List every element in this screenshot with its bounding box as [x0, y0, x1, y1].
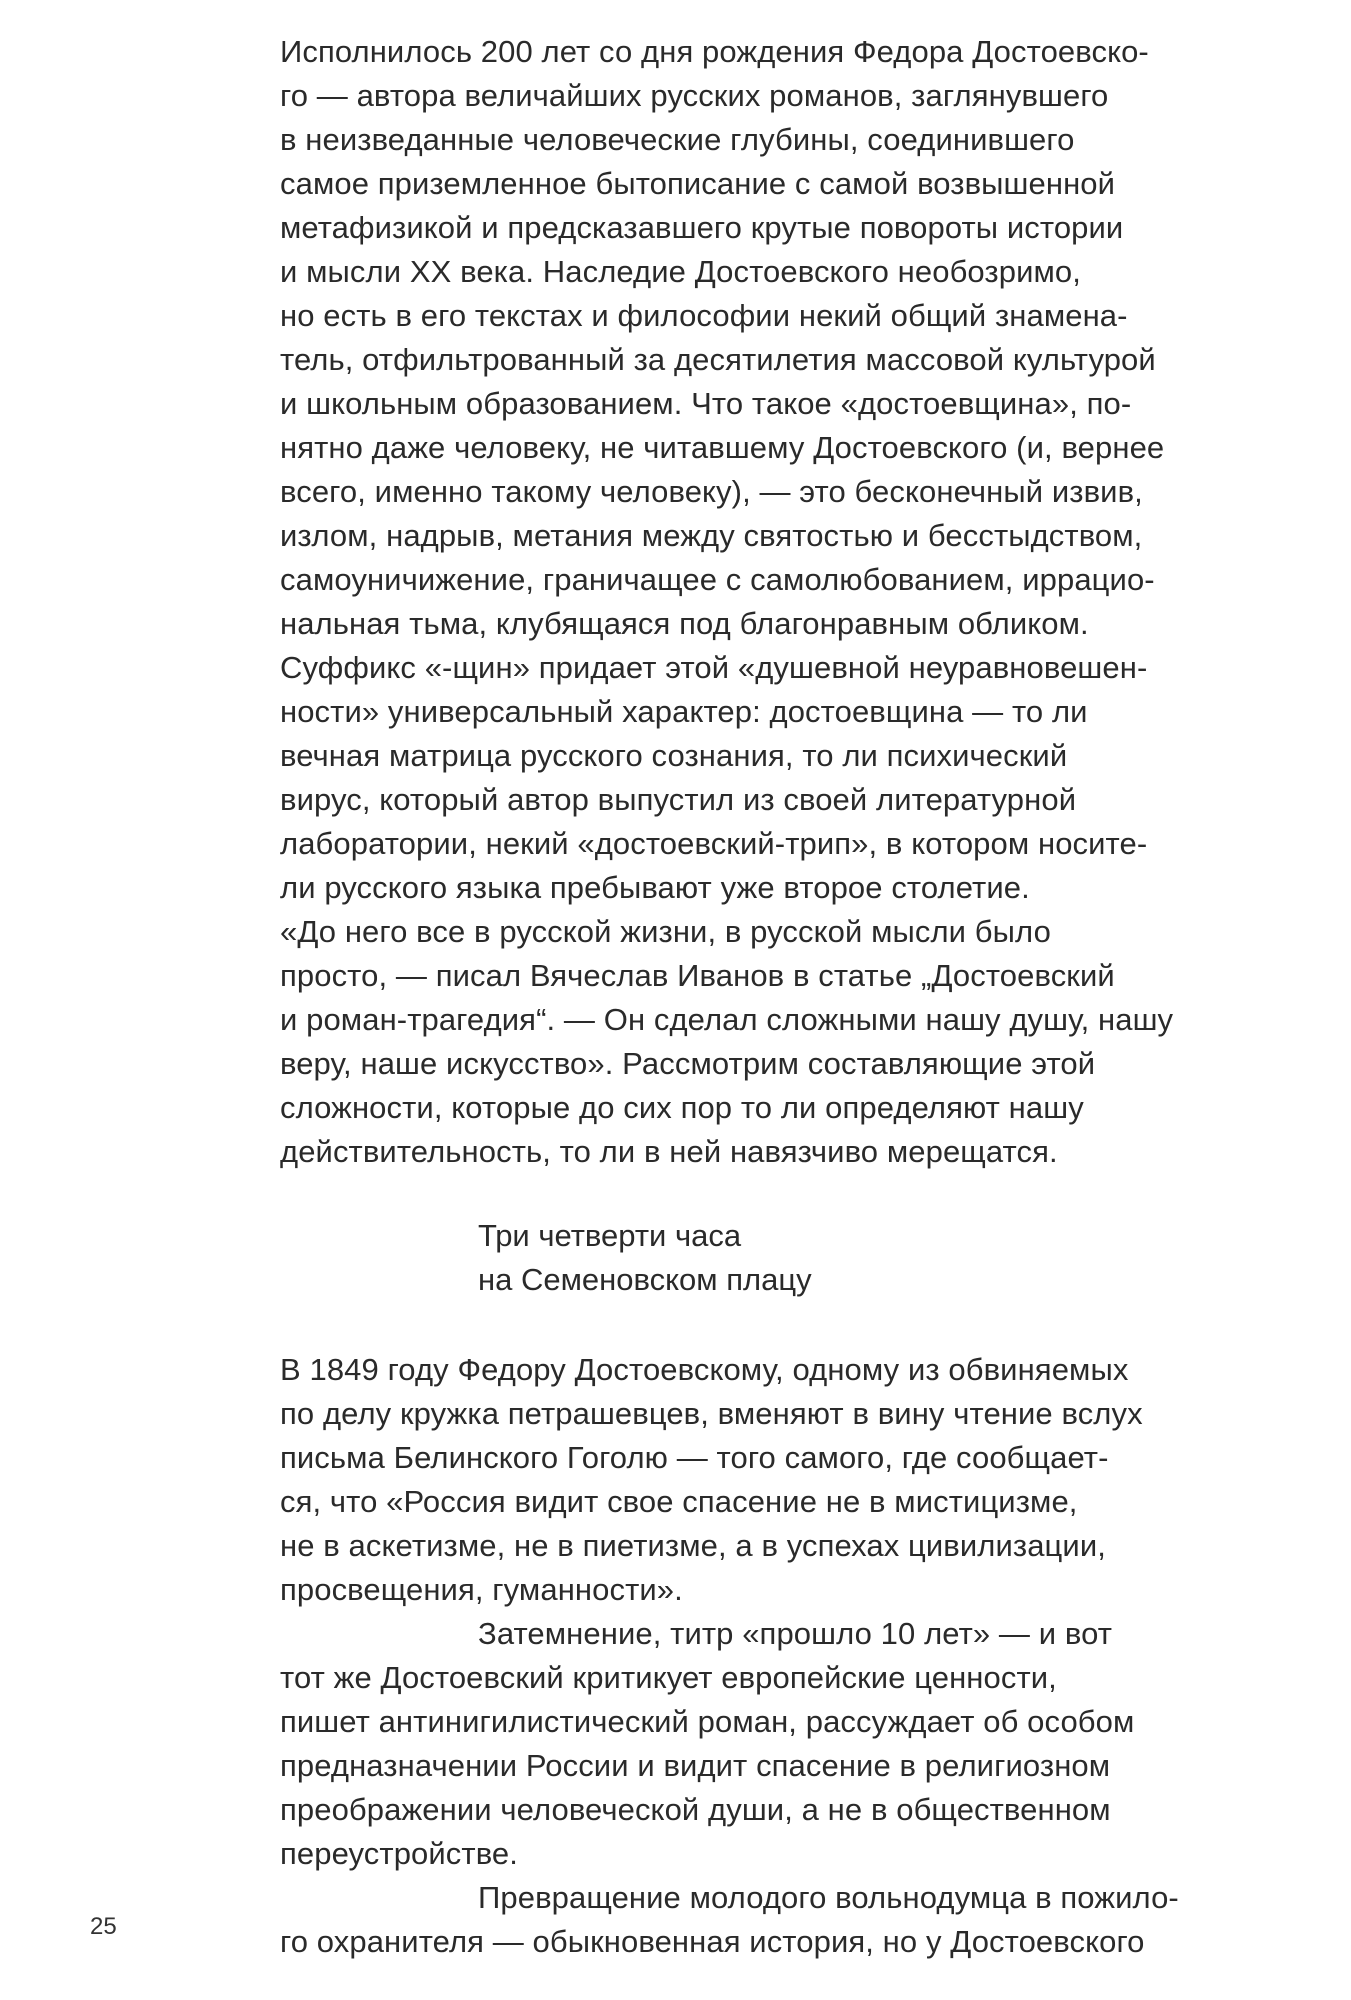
text-line: Затемнение, титр «прошло 10 лет» — и вот	[478, 1616, 1113, 1651]
text-line: нальная тьма, клубящаяся под благонравным обликом.	[280, 606, 1089, 641]
text-line: просто, — писал Вячеслав Иванов в статье „Достоевский	[280, 958, 1115, 993]
text-line: «До него все в русской жизни, в русской мысли было	[280, 914, 1051, 949]
text-line: предназначении России и видит спасение в религиозном	[280, 1748, 1111, 1783]
text-line: самоуничижение, граничащее с самолюбованием, иррацио-	[280, 562, 1155, 597]
text-line: и мысли XX века. Наследие Достоевского необозримо,	[280, 254, 1081, 289]
text-line: в неизведанные человеческие глубины, соединившего	[280, 122, 1075, 157]
text-line: и роман-трагедия“. — Он сделал сложными нашу душу, нашу	[280, 1002, 1174, 1037]
heading-line: Три четверти часа	[478, 1218, 742, 1253]
text-line: нятно даже человеку, не читавшему Достоевского (и, вернее	[280, 430, 1165, 465]
text-line: ности» универсальный характер: достоевщина — то ли	[280, 694, 1088, 729]
page-number: 25	[90, 1913, 117, 1940]
text-line: Суффикс «-щин» придает этой «душевной неуравновешен-	[280, 650, 1148, 685]
text-line: преображении человеческой души, а не в общественном	[280, 1792, 1111, 1827]
text-line: пишет антинигилистический роман, рассуждает об особом	[280, 1704, 1135, 1739]
text-line: просвещения, гуманности».	[280, 1572, 683, 1607]
text-line: излом, надрыв, метания между святостью и бесстыдством,	[280, 518, 1143, 553]
text-line: веру, наше искусство». Рассмотрим составляющие этой	[280, 1046, 1096, 1081]
text-line: лаборатории, некий «достоевский-трип», в котором носите-	[280, 826, 1148, 861]
text-line: Исполнилось 200 лет со дня рождения Федора Достоевско-	[280, 34, 1149, 69]
text-line: переустройстве.	[280, 1836, 518, 1871]
text-line: письма Белинского Гоголю — того самого, где сообщает-	[280, 1440, 1109, 1475]
text-line: ся, что «Россия видит свое спасение не в мистицизме,	[280, 1484, 1078, 1519]
text-line: тель, отфильтрованный за десятилетия массовой культурой	[280, 342, 1156, 377]
text-line: сложности, которые до сих пор то ли определяют нашу	[280, 1090, 1084, 1125]
text-line: го — автора величайших русских романов, заглянувшего	[280, 78, 1109, 113]
text-line: и школьным образованием. Что такое «достоевщина», по-	[280, 386, 1132, 421]
text-line: вирус, который автор выпустил из своей литературной	[280, 782, 1077, 817]
text-line: Превращение молодого вольнодумца в пожило-	[478, 1880, 1179, 1915]
text-line: ли русского языка пребывают уже второе столетие.	[280, 870, 1030, 905]
text-line: всего, именно такому человеку), — это бесконечный извив,	[280, 474, 1143, 509]
text-line: вечная матрица русского сознания, то ли психический	[280, 738, 1068, 773]
heading-line: на Семеновском плацу	[478, 1262, 812, 1297]
text-line: В 1849 году Федору Достоевскому, одному из обвиняемых	[280, 1352, 1129, 1387]
text-line: по делу кружка петрашевцев, вменяют в вину чтение вслух	[280, 1396, 1143, 1431]
text-line: метафизикой и предсказавшего крутые повороты истории	[280, 210, 1124, 245]
text-line: го охранителя — обыкновенная история, но у Достоевского	[280, 1924, 1145, 1959]
text-line: самое приземленное бытописание с самой возвышенной	[280, 166, 1116, 201]
text-line: но есть в его текстах и философии некий общий знамена-	[280, 298, 1128, 333]
text-line: тот же Достоевский критикует европейские ценности,	[280, 1660, 1057, 1695]
text-line: действительность, то ли в ней навязчиво мерещатся.	[280, 1134, 1058, 1169]
text-line: не в аскетизме, не в пиетизме, а в успехах цивилизации,	[280, 1528, 1106, 1563]
